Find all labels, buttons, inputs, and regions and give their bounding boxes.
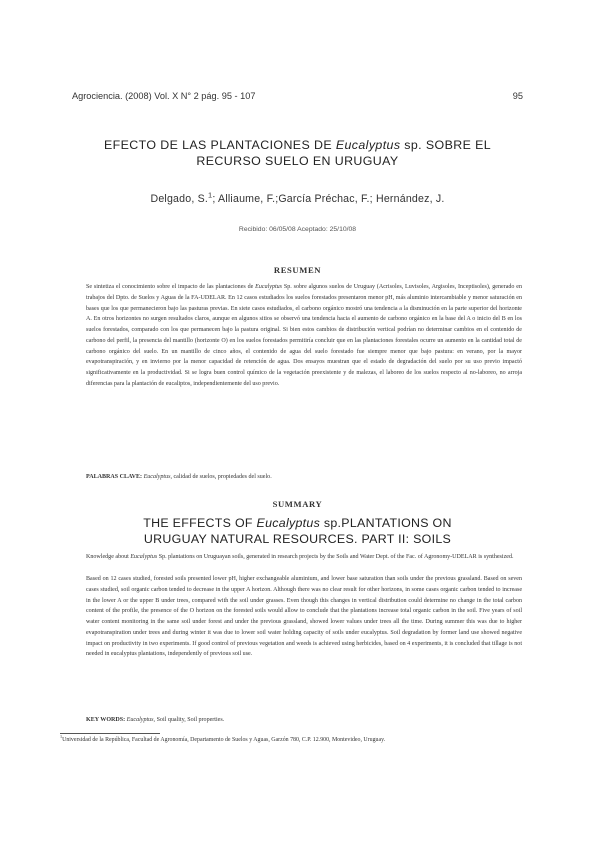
title-en-prefix: THE EFFECTS OF <box>143 516 257 530</box>
title-es-line2: RECURSO SUELO EN URUGUAY <box>196 154 399 168</box>
summary-intro-start: Knowledge about <box>86 554 129 560</box>
resumen-heading: RESUMEN <box>273 265 322 275</box>
affiliation-mark: 1 <box>208 190 213 200</box>
title-en-suffix: sp.PLANTATIONS ON <box>320 516 452 530</box>
resumen-genus: Eucalyptus <box>255 284 283 290</box>
key-words-label: KEY WORDS: <box>86 717 126 723</box>
received-accepted-dates: Recibido: 06/05/08 Aceptado: 25/10/08 <box>238 226 357 233</box>
summary-genus: Eucalyptus <box>130 554 158 560</box>
footnote-mark: 1 <box>60 734 63 740</box>
key-words <box>86 717 522 723</box>
palabras-clave-label: PALABRAS CLAVE: <box>86 474 143 480</box>
summary-paragraph: Based on 12 cases studied, forested soils presented lower pH, higher exchangeable aluminium, and lower base saturation than soils under the previous grassland. Based on seven cases studied, soil organic carbon tended to decrease in the upper A horizon. Although there was no clear result for other horizons, in some cases organic carbon tended to increase in the lower A or the upper B under trees, compared with the soil under grasses. Even though this changes in vertical distribution could determine no change in the total carbon content of the profile, the presence of the O horizon on the forested soils would allow to conclude that the plantations increase total organic carbon in the soil. Five years of soil water content monitoring in the same soil under forest and under the previous grassland, showed lower values under trees all the time. During summer this was due to higher evapotranspiration under trees and during winter it was due to lower soil water holding capacity of soils under eucalyptus. Soil degradation by former land use showed negative impact on productivity in two experiments. If good control of previous vegetation and weeds is achieved using herbicides, based on 4 experiments, it is concluded that tillage is not needed in eucalyptus plantations, independently of previous soil use. <box>86 576 522 658</box>
key-words-genus: Eucalyptus <box>126 717 154 723</box>
journal-citation: Agrociencia. (2008) Vol. X N° 2 pág. 95 - 107 <box>72 91 256 101</box>
summary-intro-rest: Sp. plantations on Uruguayan soils, generated in research projects by the Soils and Water Dept. of the Fac. of Agronomy-UDELAR is synthesized. <box>158 554 514 560</box>
title-es-prefix: EFECTO DE LAS PLANTACIONES DE <box>103 138 336 152</box>
affiliation-footnote <box>60 734 540 743</box>
footnote-divider <box>60 733 160 734</box>
title-es-genus: Eucalyptus <box>335 138 401 152</box>
first-author: Delgado, S. <box>150 193 209 205</box>
other-authors: ; Alliaume, F.;García Préchac, F.; Hernández, J. <box>212 193 445 205</box>
title-en-line2: URUGUAY NATURAL RESOURCES. PART II: SOILS <box>143 532 452 546</box>
summary-heading: SUMMARY <box>272 499 323 509</box>
summary-intro <box>86 552 522 563</box>
page-number: 95 <box>512 91 523 101</box>
resumen-text-rest: Sp. sobre algunos suelos de Uruguay (Acrisoles, Luvisoles, Argisoles, Inceptisoles), generado en trabajos del Dpto. de Suelos y Aguas de la FA-UDELAR. En 12 casos estudiados los suelos forestados presentaron menor pH, más aluminio intercambiable y menor saturación en bases que los que permanecieron bajo las pasturas previas. En siete casos estudiados, el carbono orgánico mostró una tendencia a la disminución en la parte superior del horizonte A. En otros horizontes no surgen resultados claros, aunque en algunos sitios se observó una tendencia hacia el aumento de carbono orgánico en la base del A o inicio del B en los suelos forestados, comparado con los que permanecen bajo la pastura original. Si bien estos cambios de distribución vertical podrían no determinar cambios en el contenido de carbono del perfil, la presencia del mantillo (horizonte O) en los suelos forestados permitiría concluir que en las plantaciones forestales ocurre un aumento en la cantidad total de carbono orgánico del suelo. En un mantillo de cinco años, el contenido de agua del suelo forestado fue siempre menor que bajo pastura: en verano, por la mayor evapotranspiración, y en invierno por la menor capacidad de retención de agua. Dos ensayos muestran que el estado de degradación del suelo por su uso previo impactó significativamente en la productividad. Si se logra buen control químico de la vegetación preexistente y de malezas, el laboreo de los suelos respecto al no-laboreo, no arroja diferencias para la plantación de eucaliptos, independientemente del uso previo. <box>86 284 522 387</box>
footnote-text: Universidad de la República, Facultad de Agronomía, Departamento de Suelos y Aguas, Garzón 780, C.P. 12.900, Montevideo, Uruguay. <box>62 737 386 743</box>
author-list <box>60 190 535 205</box>
resumen-text-start: Se sintetiza el conocimiento sobre el impacto de las plantaciones de <box>86 284 254 290</box>
key-words-terms: , Soil quality, Soil properties. <box>153 717 225 723</box>
article-title-english <box>60 515 535 547</box>
running-header <box>72 91 523 101</box>
title-es-suffix: sp. SOBRE EL <box>400 138 492 152</box>
palabras-clave-genus: Eucalyptus <box>143 474 171 480</box>
article-title-spanish <box>60 137 535 169</box>
resumen-paragraph <box>86 282 522 390</box>
palabras-clave-terms: , calidad de suelos, propiedades del suelo. <box>170 474 272 480</box>
title-en-genus: Eucalyptus <box>256 516 321 530</box>
palabras-clave <box>86 474 522 480</box>
